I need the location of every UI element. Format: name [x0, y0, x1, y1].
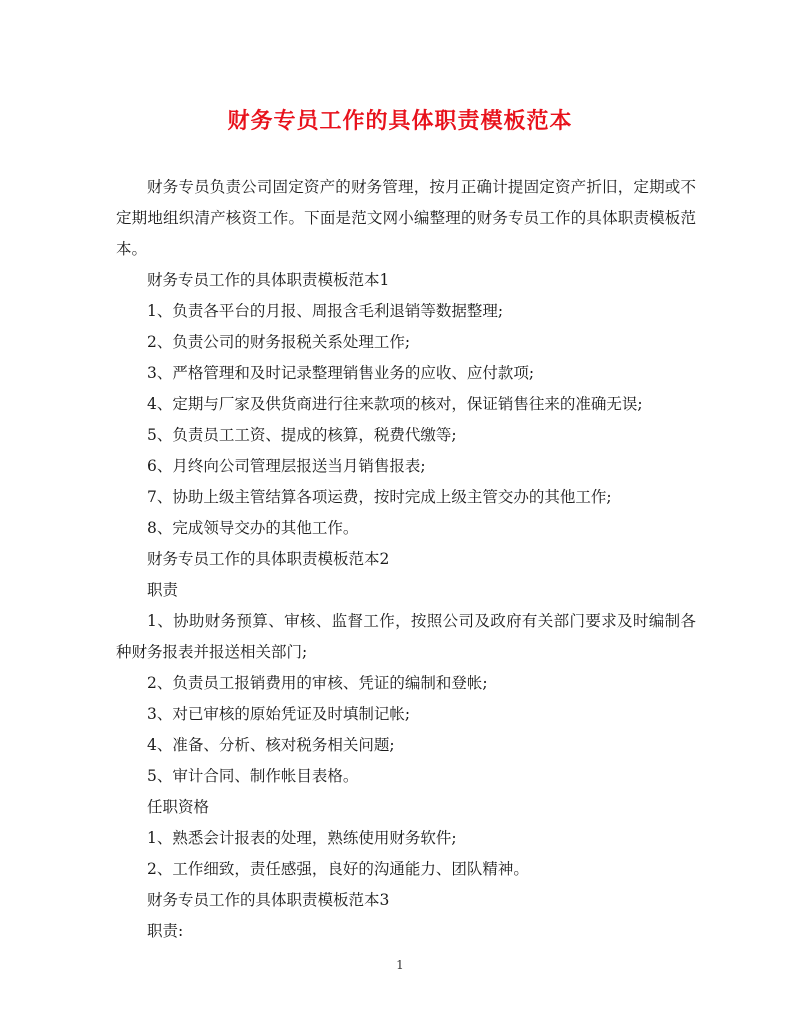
list-item: 2、负责员工报销费用的审核、凭证的编制和登帐;	[147, 674, 488, 692]
duties-label: 职责	[147, 581, 179, 599]
document-body	[116, 172, 696, 947]
list-item: 2、负责公司的财务报税关系处理工作;	[147, 333, 411, 351]
list-item: 2、工作细致，责任感强，良好的沟通能力、团队精神。	[147, 860, 529, 878]
list-item: 5、审计合同、制作帐目表格。	[147, 767, 359, 785]
section-heading-1: 财务专员工作的具体职责模板范本1	[147, 271, 390, 289]
list-item: 7、协助上级主管结算各项运费，按时完成上级主管交办的其他工作;	[147, 488, 612, 506]
list-item: 5、负责员工工资、提成的核算，税费代缴等;	[147, 426, 457, 444]
list-item: 6、月终向公司管理层报送当月销售报表;	[147, 457, 426, 475]
section-heading-2: 财务专员工作的具体职责模板范本2	[147, 550, 390, 568]
list-item: 4、准备、分析、核对税务相关问题;	[147, 736, 395, 754]
list-item: 3、对已审核的原始凭证及时填制记帐;	[147, 705, 411, 723]
document-title: 财务专员工作的具体职责模板范本	[227, 108, 573, 134]
list-item: 1、熟悉会计报表的处理，熟练使用财务软件;	[147, 829, 457, 847]
duties-label: 职责:	[147, 922, 184, 940]
page-number: 1	[396, 958, 404, 972]
section-heading-3: 财务专员工作的具体职责模板范本3	[147, 891, 390, 909]
qualifications-label: 任职资格	[147, 798, 210, 816]
list-item: 1、负责各平台的月报、周报含毛利退销等数据整理;	[147, 302, 504, 320]
list-item: 3、严格管理和及时记录整理销售业务的应收、应付款项;	[147, 364, 535, 382]
list-item: 1、协助财务预算、审核、监督工作，按照公司及政府有关部门要求及时编制各种财务报表并报送相关部门;	[116, 612, 696, 661]
list-item: 8、完成领导交办的其他工作。	[147, 519, 359, 537]
list-item: 4、定期与厂家及供货商进行往来款项的核对，保证销售往来的准确无误;	[147, 395, 643, 413]
intro-paragraph: 财务专员负责公司固定资产的财务管理，按月正确计提固定资产折旧，定期或不定期地组织清产核资工作。下面是范文网小编整理的财务专员工作的具体职责模板范本。	[116, 178, 696, 258]
